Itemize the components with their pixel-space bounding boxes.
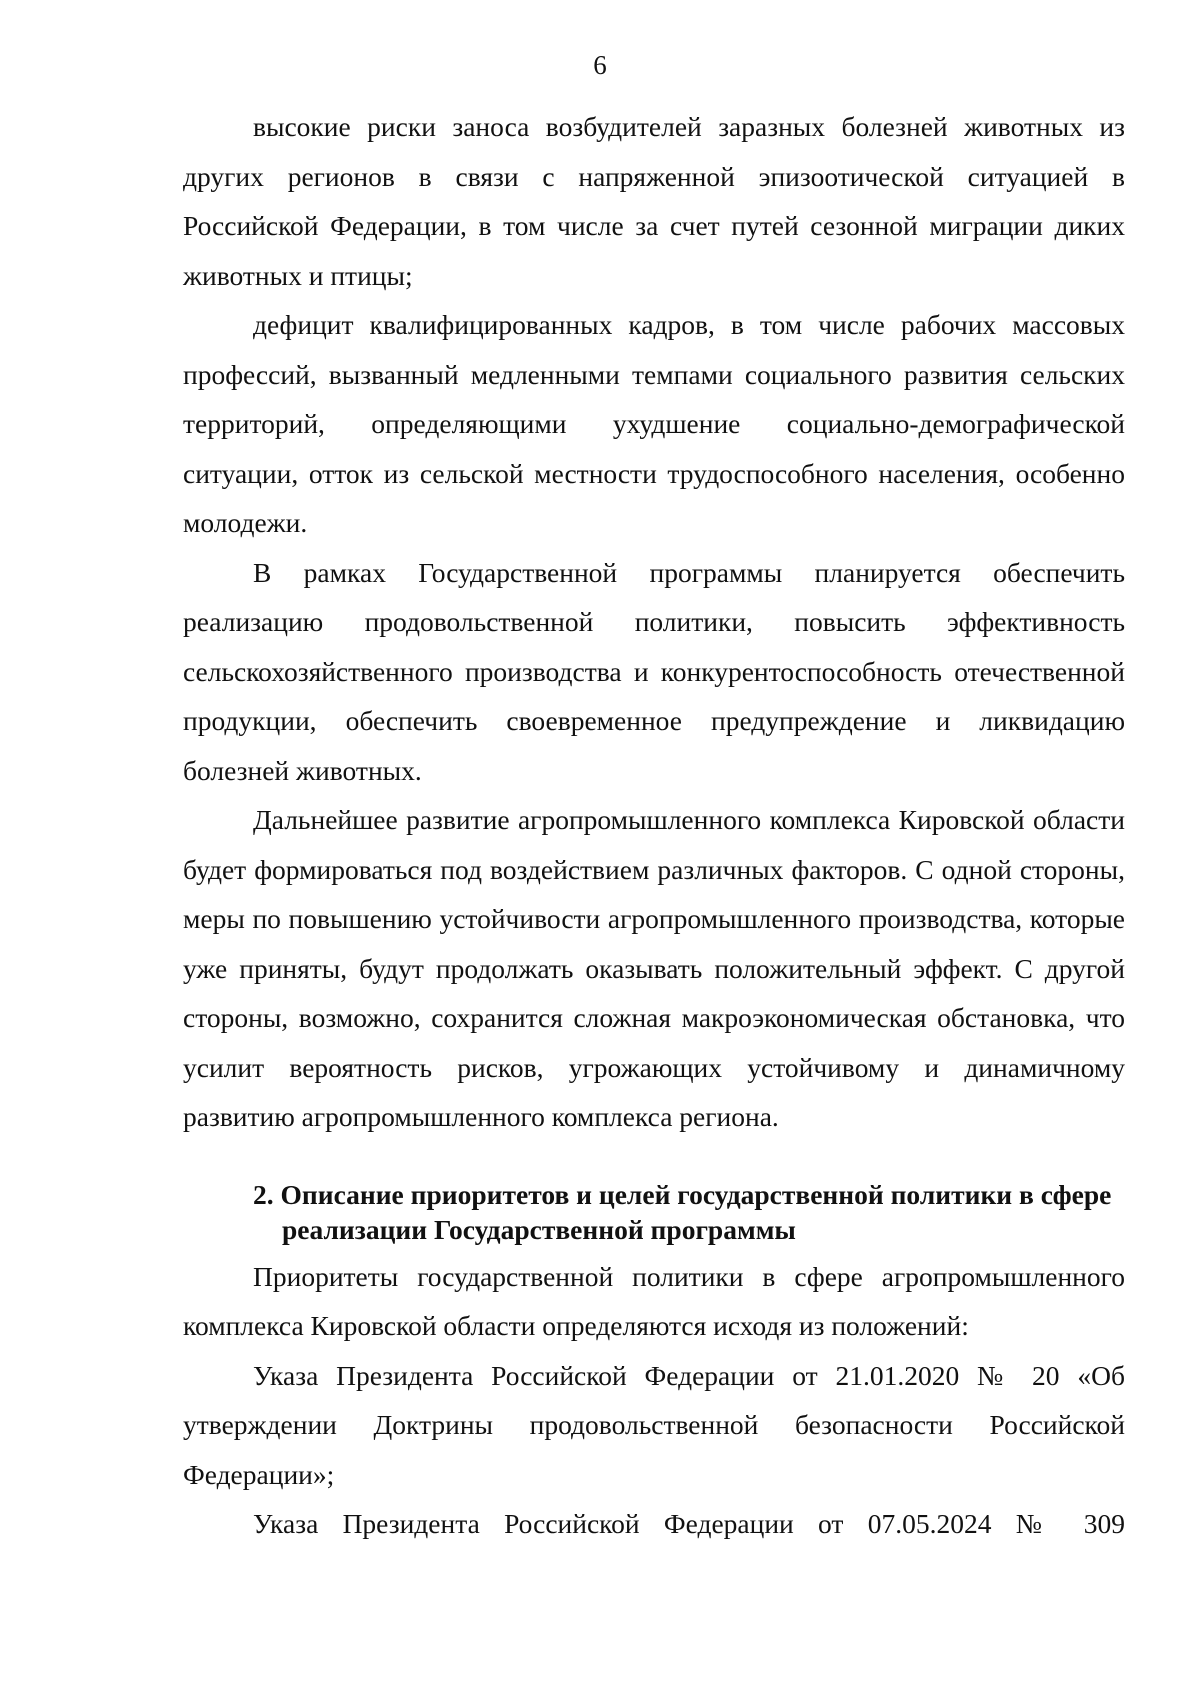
page-number: 6 xyxy=(593,50,607,80)
paragraph-future-development: Дальнейшее развитие агропромышленного комплекса Кировской области будет формироваться под воздействием различных факторов. С одной стороны, меры по повышению устойчивости агропромышленного производства, которые уже приняты, будут продолжать оказывать положительный эффект. С другой стороны, возможно, сохранится сложная макроэкономическая обстановка, что усилит вероятность рисков, угрожающих устойчивому и динамичному развитию агропромышленного комплекса региона. xyxy=(183,804,1125,1132)
document-body xyxy=(183,102,1125,1549)
paragraph-decree-309: Указа Президента Российской Федерации от 07.05.2024 № 309 xyxy=(253,1508,1125,1539)
paragraph-program-goals: В рамках Государственной программы планируется обеспечить реализацию продовольственной политики, повысить эффективность сельскохозяйственного производства и конкурентоспособность отечественной продукции, обеспечить своевременное предупреждение и ликвидацию болезней животных. xyxy=(183,556,1125,786)
section-heading xyxy=(183,1177,1125,1247)
paragraph-staff-deficit: дефицит квалифицированных кадров, в том числе рабочих массовых профессий, вызванный медленными темпами социального развития сельских территорий, определяющими ухудшение социально-демографической ситуации, отток из сельской местности трудоспособного населения, особенно молодежи. xyxy=(183,309,1125,538)
paragraph-priorities: Приоритеты государственной политики в сфере агропромышленного комплекса Кировской области определяются исходя из положений: xyxy=(183,1260,1125,1341)
paragraph-animal-disease-risks: высокие риски заноса возбудителей заразных болезней животных из других регионов в связи с напряженной эпизоотической ситуацией в Российской Федерации, в том числе за счет путей сезонной миграции диких животных и птицы; xyxy=(183,111,1125,291)
section-heading-line1: 2. Описание приоритетов и целей государственной политики в сфере xyxy=(253,1178,1112,1210)
section-heading-line2: реализации Государственной программы xyxy=(282,1213,796,1245)
paragraph-decree-20: Указа Президента Российской Федерации от 21.01.2020 № 20 «Об утверждении Доктрины продовольственной безопасности Российской Федерации»; xyxy=(183,1359,1125,1490)
